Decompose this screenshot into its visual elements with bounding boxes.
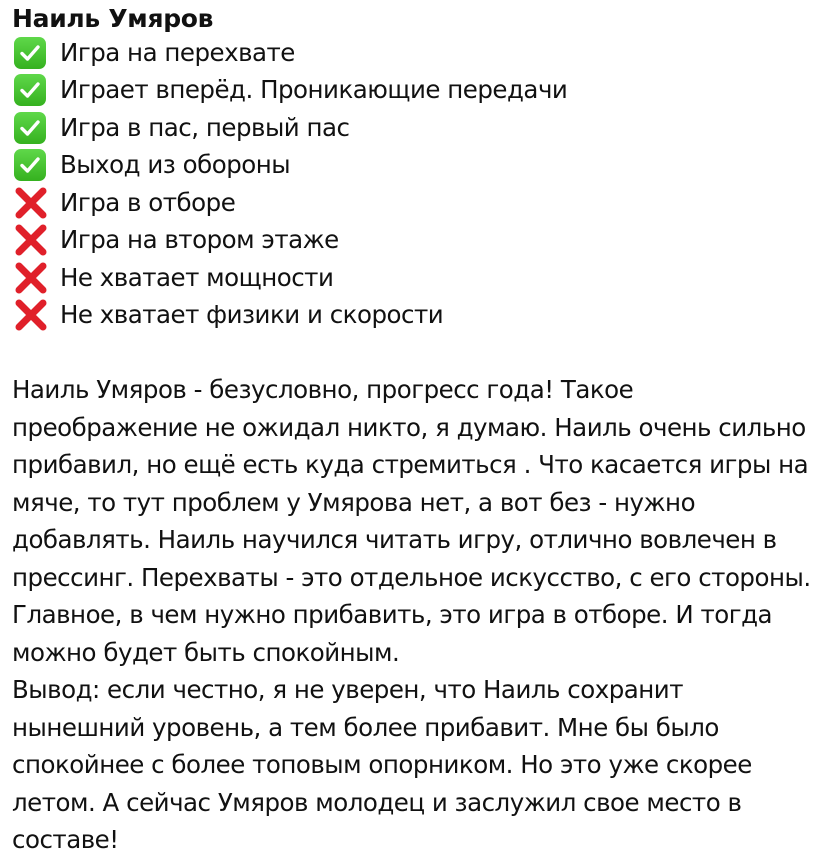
con-item (14, 259, 567, 297)
con-item-text: Игра на втором этаже (60, 225, 339, 255)
conclusion-paragraph: Вывод: если честно, я не уверен, что Наиль сохранит нынешний уровень, а тем более прибавит. Мне бы было спокойнее с более топовым опорником. Но это уже скорее летом. А сейчас Умяров молодец и заслужил свое место в составе! (12, 675, 752, 854)
pro-item (14, 34, 567, 72)
cross-mark-icon (14, 186, 50, 220)
pro-item-text: Выход из обороны (60, 150, 291, 180)
con-item (14, 297, 567, 335)
check-mark-button-icon (14, 36, 50, 70)
pro-item (14, 109, 567, 147)
con-item (14, 222, 567, 260)
check-mark-button-icon (14, 73, 50, 107)
pro-item-text: Игра на перехвате (60, 37, 295, 67)
con-item-text: Не хватает физики и скорости (60, 300, 444, 330)
con-item-text: Не хватает мощности (60, 262, 334, 292)
check-mark-button-icon (14, 111, 50, 145)
con-item (14, 184, 567, 222)
cross-mark-icon (14, 261, 50, 295)
pros-cons-list (14, 34, 567, 334)
check-mark-button-icon (14, 148, 50, 182)
pro-item (14, 72, 567, 110)
analysis-paragraph: Наиль Умяров - безусловно, прогресс года! Такое преображение не ожидал никто, я думаю. Наиль очень сильно прибавил, но ещё есть куда стремиться . Что касается игры на мяче, то тут проблем у Умярова нет, а вот без - нужно добавлять. Наиль научился читать игру, отлично вовлечен в прессинг. Перехваты - это отдельное искусство, с его стороны. Главное, в чем нужно прибавить, это игра в отборе. И тогда можно будет быть спокойным. (12, 375, 811, 667)
post-title: Наиль Умяров (12, 4, 214, 33)
con-item-text: Игра в отборе (60, 187, 236, 217)
pro-item-text: Играет вперёд. Проникающие передачи (60, 75, 568, 105)
cross-mark-icon (14, 223, 50, 257)
cross-mark-icon (14, 298, 50, 332)
pro-item (14, 147, 567, 185)
pro-item-text: Игра в пас, первый пас (60, 112, 350, 142)
